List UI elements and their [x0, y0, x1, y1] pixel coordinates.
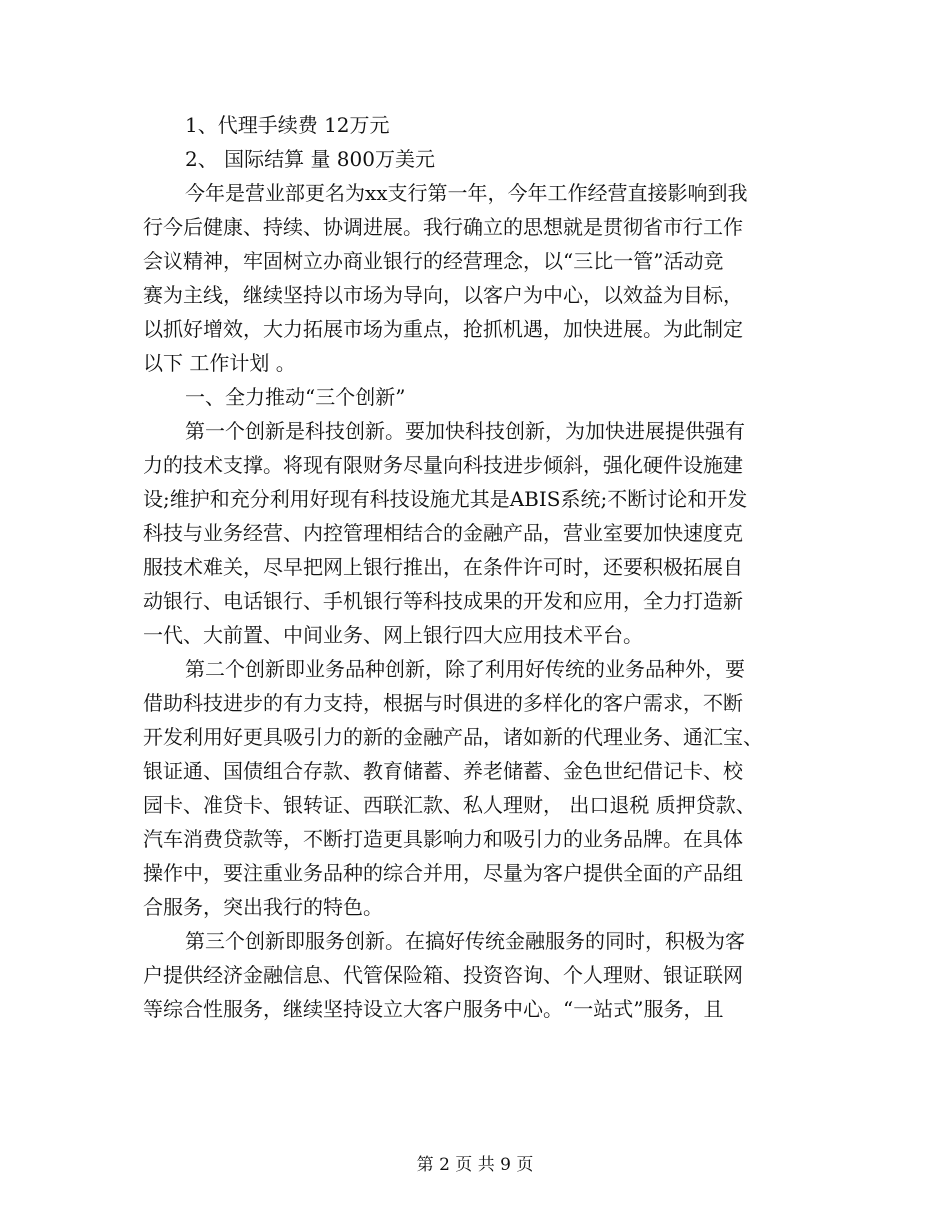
- paragraph-line: 服技术难关，尽早把网上银行推出，在条件许可时，还要积极拓展自: [143, 555, 743, 579]
- paragraph-line: 园卡、准贷卡、银转证、西联汇款、私人理财， 出口退税 质押贷款、: [143, 793, 756, 817]
- paragraph-line: 力的技术支撑。将现有限财务尽量向科技进步倾斜，强化硬件设施建: [143, 453, 743, 477]
- paragraph-line: 银证通、国债组合存款、教育储蓄、养老储蓄、金色世纪借记卡、校: [143, 759, 743, 783]
- paragraph-line: 第三个创新即服务创新。在搞好传统金融服务的同时，积极为客: [185, 929, 745, 953]
- paragraph-line: 户提供经济金融信息、代管保险箱、投资咨询、个人理财、银证联网: [143, 963, 743, 987]
- list-item-fee: 1、代理手续费 12万元: [185, 113, 390, 137]
- paragraph-line: 设;维护和充分利用好现有科技设施尤其是ABIS系统;不断讨论和开发: [143, 487, 748, 511]
- paragraph-line: 汽车消费贷款等，不断打造更具影响力和吸引力的业务品牌。在具体: [143, 827, 743, 851]
- paragraph-line: 今年是营业部更名为xx支行第一年，今年工作经营直接影响到我: [185, 181, 748, 205]
- list-item-settlement: 2、 国际结算 量 800万美元: [185, 147, 435, 171]
- paragraph-line: 操作中，要注重业务品种的综合并用，尽量为客户提供全面的产品组: [143, 861, 743, 885]
- paragraph-line: 第一个创新是科技创新。要加快科技创新，为加快进展提供强有: [185, 419, 745, 443]
- paragraph-line: 以下 工作计划 。: [143, 351, 296, 375]
- paragraph-line: 动银行、电话银行、手机银行等科技成果的开发和应用，全力打造新: [143, 589, 743, 613]
- paragraph-line: 等综合性服务，继续坚持设立大客户服务中心。“一站式”服务，且: [143, 997, 724, 1021]
- paragraph-line: 科技与业务经营、内控管理相结合的金融产品，营业室要加快速度克: [143, 521, 743, 545]
- paragraph-line: 行今后健康、持续、协调进展。我行确立的思想就是贯彻省市行工作: [143, 215, 743, 239]
- paragraph-line: 一代、大前置、中间业务、网上银行四大应用技术平台。: [143, 623, 643, 647]
- paragraph-line: 以抓好增效，大力拓展市场为重点，抢抓机遇，加快进展。为此制定: [143, 317, 743, 341]
- paragraph-line: 会议精神，牢固树立办商业银行的经营理念，以“三比一管”活动竞: [143, 249, 724, 273]
- body-text: [143, 108, 808, 1026]
- paragraph-line: 合服务，突出我行的特色。: [143, 895, 383, 919]
- paragraph-line: 开发利用好更具吸引力的新的金融产品，诸如新的代理业务、通汇宝、: [143, 725, 763, 749]
- paragraph-line: 赛为主线，继续坚持以市场为导向，以客户为中心，以效益为目标，: [143, 283, 743, 307]
- page-number: 第 2 页 共 9 页: [416, 1155, 534, 1175]
- paragraph-line: 第二个创新即业务品种创新，除了利用好传统的业务品种外，要: [185, 657, 745, 681]
- paragraph-line: 借助科技进步的有力支持，根据与时俱进的多样化的客户需求，不断: [143, 691, 743, 715]
- section-heading: 一、全力推动“三个创新”: [185, 385, 406, 409]
